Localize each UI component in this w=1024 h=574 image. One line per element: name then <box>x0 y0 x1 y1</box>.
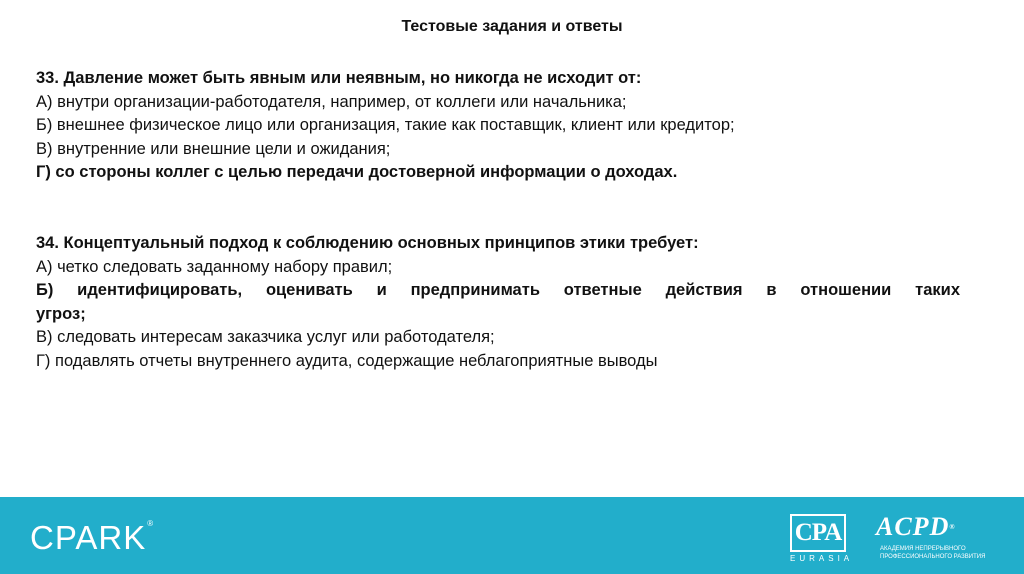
question-33 <box>36 67 960 185</box>
question-34-option-a: А) четко следовать заданному набору правил; <box>36 257 393 276</box>
cpark-logo-text: CPARK <box>30 519 147 556</box>
question-33-option-b: Б) внешнее физическое лицо или организация, такие как поставщик, клиент или кредитор; <box>36 116 735 134</box>
question-33-option-c: В) внутренние или внешние цели и ожидания; <box>36 139 391 158</box>
cpark-registered-mark: ® <box>147 519 155 528</box>
question-34 <box>36 232 960 373</box>
question-34-option-b-correct-line2: угроз; <box>36 304 86 323</box>
acpd-logo <box>876 513 1006 561</box>
question-33-option-a: А) внутри организации-работодателя, например, от коллеги или начальника; <box>36 92 627 111</box>
acpd-logo-subtitle: АКАДЕМИЯ НЕПРЕРЫВНОГО ПРОФЕССИОНАЛЬНОГО РАЗВИТИЯ <box>880 546 986 560</box>
question-34-text: 34. Концептуальный подход к соблюдению основных принципов этики требует: <box>36 234 699 252</box>
question-33-option-d-correct: Г) со стороны коллег с целью передачи достоверной информации о доходах. <box>36 163 678 181</box>
cpa-logo-subtitle: EURASIA <box>790 554 854 563</box>
acpd-logo-text: ACPD <box>876 512 950 541</box>
question-34-option-b-correct-line1: Б) идентифицировать, оценивать и предпринимать ответные действия в отношении таких <box>36 281 960 299</box>
cpa-logo-text: CPA <box>790 514 846 552</box>
question-34-option-c: В) следовать интересам заказчика услуг или работодателя; <box>36 328 495 346</box>
question-33-text: 33. Давление может быть явным или неявным, но никогда не исходит от: <box>36 69 642 87</box>
cpark-logo <box>30 519 154 557</box>
acpd-registered-mark: ® <box>949 523 956 531</box>
question-34-option-d: Г) подавлять отчеты внутреннего аудита, содержащие неблагоприятные выводы <box>36 351 658 370</box>
footer-bar <box>0 497 1024 574</box>
cpa-eurasia-logo <box>790 514 852 569</box>
slide-title: Тестовые задания и ответы <box>401 18 623 35</box>
